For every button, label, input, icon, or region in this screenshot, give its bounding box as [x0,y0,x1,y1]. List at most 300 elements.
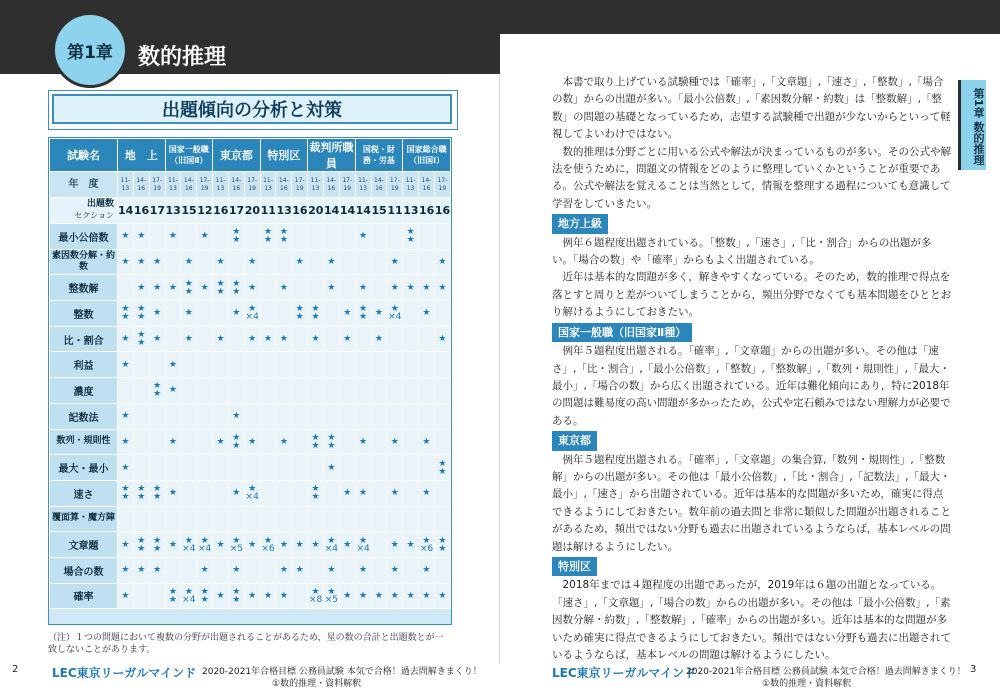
year-cell: 17-19 [149,172,165,198]
star-cell [181,455,197,481]
star-cell [355,378,371,404]
star-cell [244,455,260,481]
star-cell: ★★ [292,301,308,327]
star-cell [149,403,165,429]
year-cell: 11-13 [213,172,229,198]
star-cell [323,378,339,404]
star-cell [371,455,387,481]
star-cell [387,455,403,481]
star-cell [276,352,292,378]
star-cell: ★ [434,583,450,609]
star-cell [403,301,419,327]
star-cell [308,403,324,429]
star-cell: ★ [118,455,134,481]
top-bar [0,0,1000,34]
exam-header: 国税・財務・労基 [355,139,403,172]
star-cell [244,557,260,583]
star-cell [308,455,324,481]
year-label: 年 度 [50,172,118,198]
star-cell [434,301,450,327]
page-number: 2 [12,664,19,675]
star-cell: ★×6 [260,532,276,558]
star-cell: ★ [419,480,435,506]
star-cell: ★ [133,557,149,583]
star-cell [308,557,324,583]
star-cell [292,378,308,404]
row-label: 素因数分解・約数 [50,249,118,275]
star-cell [371,249,387,275]
star-cell [197,429,213,455]
star-cell: ★★ [355,301,371,327]
star-cell [165,557,181,583]
row-label: 場合の数 [50,557,118,583]
star-cell [339,378,355,404]
table-row [50,480,451,506]
star-cell: ★ [371,583,387,609]
count-cell: 11 [260,198,276,224]
star-cell: ★★ [228,224,244,250]
star-cell [371,378,387,404]
star-cell [339,249,355,275]
star-cell: ★ [323,557,339,583]
table-row [50,301,451,327]
star-cell: ★★ [149,532,165,558]
star-cell: ★ [339,532,355,558]
star-cell [244,352,260,378]
star-cell: ★ [387,429,403,455]
star-cell [213,480,229,506]
star-cell [260,301,276,327]
star-cell [387,378,403,404]
star-cell: ★★ [133,480,149,506]
star-cell: ★★ [213,275,229,301]
table-row [50,557,451,583]
star-cell [308,506,324,532]
star-cell: ★ [355,557,371,583]
count-cell: 16 [133,198,149,224]
star-cell [244,378,260,404]
star-cell: ★ [133,249,149,275]
star-cell [244,506,260,532]
star-cell [149,506,165,532]
star-cell [197,326,213,352]
star-cell [197,301,213,327]
star-cell [165,506,181,532]
star-cell [133,506,149,532]
star-cell [165,301,181,327]
star-cell: ★×4 [244,480,260,506]
star-cell [371,429,387,455]
star-cell: ★×8 [308,583,324,609]
star-cell [149,352,165,378]
count-cell: 20 [244,198,260,224]
star-cell [403,403,419,429]
year-cell: 17-19 [434,172,450,198]
star-cell: ★×4 [355,532,371,558]
star-cell: ★★ [133,326,149,352]
star-cell: ★ [403,532,419,558]
star-cell [403,378,419,404]
star-cell: ★ [355,429,371,455]
star-cell [133,583,149,609]
star-cell [133,352,149,378]
star-cell: ★ [276,275,292,301]
star-cell: ★ [355,275,371,301]
row-label: 利益 [50,352,118,378]
star-cell [197,506,213,532]
star-cell [292,506,308,532]
star-cell [181,378,197,404]
star-cell: ★ [197,224,213,250]
star-cell: ★ [165,532,181,558]
star-cell: ★ [355,480,371,506]
star-cell: ★ [419,429,435,455]
star-cell: ★★ [133,301,149,327]
count-cell: 14 [355,198,371,224]
star-cell [308,249,324,275]
star-cell [323,480,339,506]
star-cell [149,224,165,250]
star-cell: ★ [339,480,355,506]
star-cell: ★ [371,326,387,352]
year-cell: 14-16 [323,172,339,198]
star-cell: ★★ [434,532,450,558]
star-cell: ★ [276,429,292,455]
star-cell: ★ [228,480,244,506]
count-cell: 12 [197,198,213,224]
table-note: （注）１つの問題において複数の分野が出題されることがあるため，星の数の合計と出題数とが一致しないことがあります。 [48,633,444,655]
exam-header: 地 上 [118,139,166,172]
star-cell [165,403,181,429]
count-cell: 15 [371,198,387,224]
star-cell [308,275,324,301]
star-cell: ★ [149,301,165,327]
star-cell [339,275,355,301]
star-cell [165,326,181,352]
star-cell: ★×4 [244,301,260,327]
star-cell [260,429,276,455]
star-cell: ★ [165,480,181,506]
star-cell: ★★ [118,480,134,506]
star-cell: ★ [339,326,355,352]
star-cell [213,506,229,532]
book-subtitle: ①数的推理・資料解釈 [762,679,852,689]
star-cell [276,301,292,327]
star-cell: ★★ [308,301,324,327]
star-cell [339,557,355,583]
star-cell: ★ [118,352,134,378]
star-cell [228,378,244,404]
star-cell: ★ [387,557,403,583]
star-cell [118,378,134,404]
star-cell [371,557,387,583]
star-cell [133,403,149,429]
star-cell: ★★ [133,532,149,558]
star-cell [118,506,134,532]
star-cell: ★ [244,326,260,352]
count-cell: 14 [339,198,355,224]
star-cell [244,403,260,429]
star-cell [323,352,339,378]
star-cell [371,506,387,532]
page-number: 3 [970,664,977,675]
star-cell [228,352,244,378]
star-cell: ★★ [228,275,244,301]
star-cell [434,224,450,250]
star-cell [434,403,450,429]
table-row [50,224,451,250]
star-cell [371,352,387,378]
star-cell [260,275,276,301]
star-cell [434,352,450,378]
star-cell [419,403,435,429]
star-cell [339,352,355,378]
star-cell: ★ [292,249,308,275]
star-cell: ★★ [276,224,292,250]
count-cell: 16 [213,198,229,224]
star-cell: ★×5 [323,583,339,609]
book-title: 2020-2021年合格目標 公務員試験 本気で合格！過去問解きまくり！ [686,667,966,677]
star-cell: ★ [308,326,324,352]
star-cell [181,352,197,378]
intro-paragraph: 数的推理は分野ごとに用いる公式や解法が決まっているものが多い。その公式や解法を使うために，問題文の情報をどのように整理していくかということが重要である。公式や解法を覚えることは当然として，情報を整理する過程についても意識して学習をしていきたい。 [552,145,951,210]
star-cell [149,429,165,455]
row-label: 整数 [50,301,118,327]
row-label: 最大・最小 [50,455,118,481]
count-label-text: 出題数 [86,199,114,209]
star-cell: ★★ [228,429,244,455]
star-cell: ★ [118,532,134,558]
count-cell: 20 [308,198,324,224]
star-cell: ★ [339,583,355,609]
star-cell [260,480,276,506]
star-cell [371,403,387,429]
count-cell: 13 [165,198,181,224]
star-cell: ★★ [403,224,419,250]
chapter-badge: 第1章 [52,12,128,88]
star-cell [213,455,229,481]
star-cell [419,352,435,378]
star-cell: ★ [244,429,260,455]
lec-logo: LEC東京リーガルマインド [552,666,697,680]
star-cell: ★ [276,326,292,352]
year-cell: 11-13 [308,172,324,198]
star-cell [323,403,339,429]
star-cell: ★★ [118,301,134,327]
chapter-title: 数的推理 [138,45,227,70]
count-cell: 16 [292,198,308,224]
count-cell: 15 [181,198,197,224]
star-cell: ★ [165,275,181,301]
star-cell [371,532,387,558]
star-cell [371,275,387,301]
row-label: 最小公倍数 [50,224,118,250]
star-cell [339,403,355,429]
star-cell: ★★ [149,480,165,506]
star-cell [149,455,165,481]
year-cell: 14-16 [276,172,292,198]
lec-logo: LEC東京リーガルマインド [52,666,197,680]
year-cell: 11-13 [165,172,181,198]
table-row [50,378,451,404]
year-cell: 11-13 [118,172,134,198]
star-cell [355,249,371,275]
star-cell: ★★ [181,275,197,301]
star-cell: ★ [371,301,387,327]
star-cell: ★ [323,249,339,275]
right-text-column [552,74,952,664]
star-cell: ★ [118,224,134,250]
star-cell [181,403,197,429]
table-row [50,249,451,275]
side-tab: 第1章 数的推理 [958,80,986,170]
star-cell: ★ [213,583,229,609]
star-cell [181,506,197,532]
star-cell [181,557,197,583]
star-cell: ★ [434,275,450,301]
star-cell: ★ [228,403,244,429]
star-cell [228,249,244,275]
section-title-text: 出題傾向の分析と対策 [162,100,342,121]
star-cell [181,480,197,506]
star-cell: ★ [434,326,450,352]
section-label-text: セクション [74,211,114,220]
star-cell: ★ [213,249,229,275]
star-cell: ★×4 [181,583,197,609]
star-cell [419,224,435,250]
star-cell [355,326,371,352]
star-cell [403,480,419,506]
star-cell: ★ [387,480,403,506]
star-cell [403,352,419,378]
star-cell: ★ [165,378,181,404]
star-cell: ★ [213,326,229,352]
table-name-header: 試験名 [50,139,118,172]
star-cell [419,378,435,404]
star-cell [276,249,292,275]
star-cell: ★ [118,403,134,429]
star-cell [213,403,229,429]
star-cell: ★★ [323,429,339,455]
star-cell: ★ [339,301,355,327]
star-cell [403,455,419,481]
row-label: 速さ [50,480,118,506]
star-cell [197,403,213,429]
count-cell: 14 [118,198,134,224]
star-cell: ★ [323,275,339,301]
star-cell: ★ [387,275,403,301]
star-cell [323,506,339,532]
section-paragraph: 例年５題程度出題される。「確率」,「文章題」の集合算,「数列・規則性」,「整数解」からの出題が多い。その他は「最小公倍数」,「比・割合」,「記数法」,「最大・最小」,「速さ」から出題されている。近年は基本的な問題が多いため，確実に得点できるようにしておきたい。数年前の過去問と非常に類似した問題が出題されることがあるため，頻出ではない分野も過去に出題されているようならば，基本レベルの問題は解けるようにしたい。 [552,453,951,553]
year-cell: 17-19 [197,172,213,198]
star-cell: ★ [419,301,435,327]
star-cell [292,326,308,352]
section-heading: 東京都 [552,431,597,450]
count-cell: 17 [228,198,244,224]
star-cell [339,224,355,250]
star-cell [308,378,324,404]
star-cell [355,506,371,532]
star-cell [355,455,371,481]
star-cell [260,403,276,429]
star-cell [323,326,339,352]
star-cell [213,557,229,583]
star-cell [419,326,435,352]
star-cell [181,224,197,250]
star-cell [419,506,435,532]
star-cell: ★ [419,583,435,609]
star-cell: ★★ [308,480,324,506]
star-cell: ★ [133,224,149,250]
table-row [50,403,451,429]
star-cell [133,455,149,481]
book-subtitle: ①数的推理・資料解釈 [272,679,362,689]
star-cell [339,429,355,455]
star-cell [276,378,292,404]
star-cell [292,429,308,455]
star-cell [118,275,134,301]
star-cell [292,480,308,506]
star-cell [197,480,213,506]
star-cell: ★ [355,583,371,609]
star-cell [308,224,324,250]
star-cell: ★ [228,301,244,327]
exam-header: 裁判所職員 [308,139,356,172]
star-cell [355,352,371,378]
table-row [50,506,451,532]
star-cell: ★×4 [387,301,403,327]
star-cell: ★ [292,532,308,558]
star-cell [197,249,213,275]
year-cell: 11-13 [260,172,276,198]
row-label: 記数法 [50,403,118,429]
section-paragraph: 例年６題程度出題されている。「整数」,「速さ」,「比・割合」からの出題が多い。「場合の数」や「確率」からもよく出題されている。 [552,236,932,267]
star-cell [387,506,403,532]
star-cell [387,352,403,378]
star-cell [387,224,403,250]
star-cell [165,249,181,275]
star-cell [387,326,403,352]
star-cell: ★ [165,224,181,250]
star-cell [228,326,244,352]
table-row [50,429,451,455]
year-cell: 17-19 [244,172,260,198]
section-heading: 地方上級 [552,214,608,233]
star-cell: ★★ [308,429,324,455]
star-cell: ★ [419,275,435,301]
section-paragraph: 2018年までは４題程度の出題であったが，2019年は６題の出題となっている。「速さ」,「文章題」,「場合の数」からの出題が多い。その他は「最小公倍数」,「素因数分解・約数」,「整数解」,「確率」からの出題が多い。近年は基本的な問題が多いため確実に得点できるようにしておきたい。頻出ではない分野も過去に出題されているようならば，基本レベルの問題は解けるようにしたい。 [552,579,951,661]
star-cell [213,224,229,250]
star-cell: ★ [276,583,292,609]
page-divider [499,74,500,664]
section-paragraph: 例年５題程度出題される。「確率」,「文章題」からの出題が多い。その他は「速さ」,「比・割合」,「最小公倍数」,「整数」,「整数解」,「数列・規則性」,「最大・最小」,「場合の数」から広く出題されている。近年は難化傾向にあり，特に2018年の問題は難易度の高い問題が多かったため，公式や定石頼みではない理解力が必要である。 [552,345,951,427]
star-cell: ★×4 [323,532,339,558]
star-cell [133,378,149,404]
count-label [50,198,118,224]
count-cell: 13 [403,198,419,224]
star-cell [276,480,292,506]
year-cell: 11-13 [403,172,419,198]
trend-table [48,137,452,625]
star-cell [292,224,308,250]
star-cell [292,352,308,378]
year-cell: 14-16 [228,172,244,198]
star-cell: ★ [133,275,149,301]
star-cell [276,403,292,429]
year-cell: 14-16 [371,172,387,198]
star-cell: ★ [244,249,260,275]
year-cell: 17-19 [387,172,403,198]
